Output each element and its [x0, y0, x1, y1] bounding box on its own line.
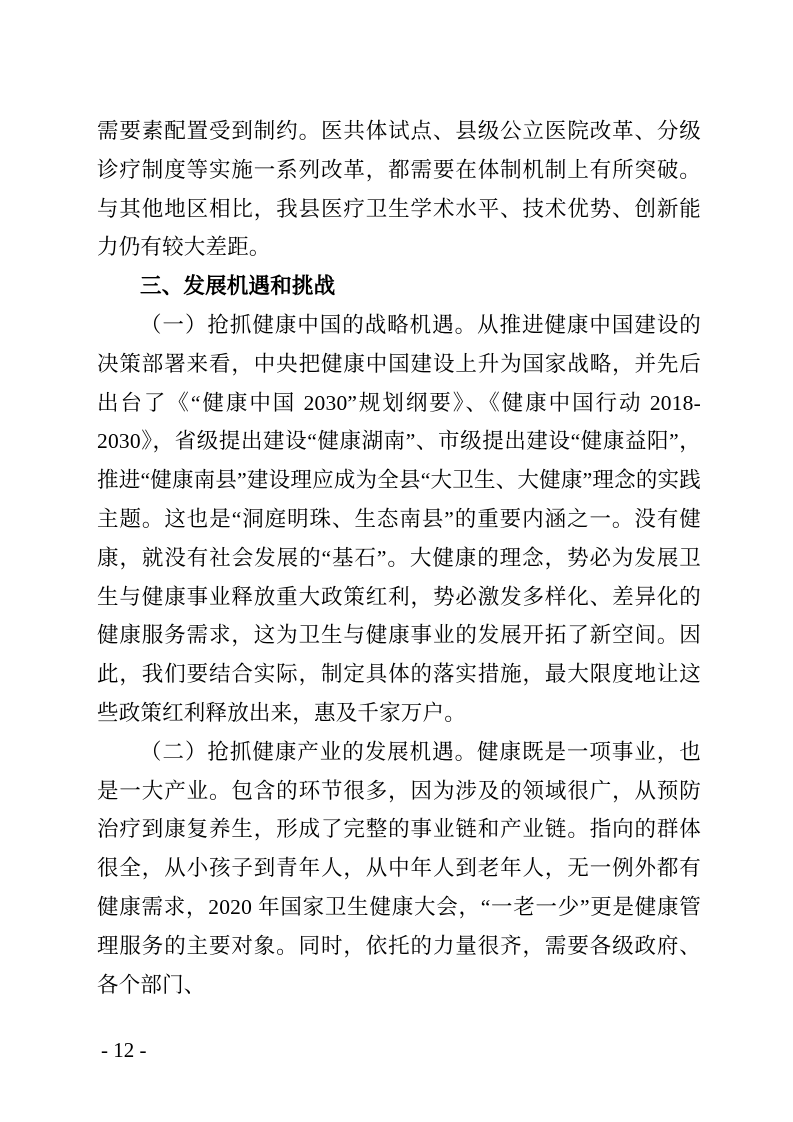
paragraph-continuation: 需要素配置受到制约。医共体试点、县级公立医院改革、分级诊疗制度等实施一系列改革，都需要在体制机制上有所突破。与其他地区相比，我县医疗卫生学术水平、技术优势、创新能力仍有较大差距。 [97, 119, 701, 260]
section-heading: 三、发展机遇和挑战 [140, 274, 336, 299]
paragraph-item-1: （一）抢抓健康中国的战略机遇。从推进健康中国建设的决策部署来看，中央把健康中国建设上升为国家战略，并先后出台了《“健康中国 2030”规划纲要》、《健康中国行动 2018-2030》，省级提出建设“健康湖南”、市级提出建设“健康益阳”，推进“健康南县”建设理应成为全县“大卫生、大健康”理念的实践主题。这也是“洞庭明珠、生态南县”的重要内涵之一。没有健康，就没有社会发展的“基石”。大健康的理念，势必为发展卫生与健康事业释放重大政策红利，势必激发多样化、差异化的健康服务需求，这为卫生与健康事业的发展开拓了新空间。因此，我们要结合实际，制定具体的落实措施，最大限度地让这些政策红利释放出来，惠及千家万户。 [97, 312, 701, 725]
paragraph-item-2: （二）抢抓健康产业的发展机遇。健康既是一项事业，也是一大产业。包含的环节很多，因为涉及的领域很广，从预防治疗到康复养生，形成了完整的事业链和产业链。指向的群体很全，从小孩子到青年人，从中年人到老年人，无一例外都有健康需求，2020 年国家卫生健康大会，“一老一少”更是健康管理服务的主要对象。同时，依托的力量很齐，需要各级政府、各个部门、 [97, 739, 701, 997]
page-number: - 12 - [101, 1038, 147, 1062]
document-body [97, 112, 701, 1004]
